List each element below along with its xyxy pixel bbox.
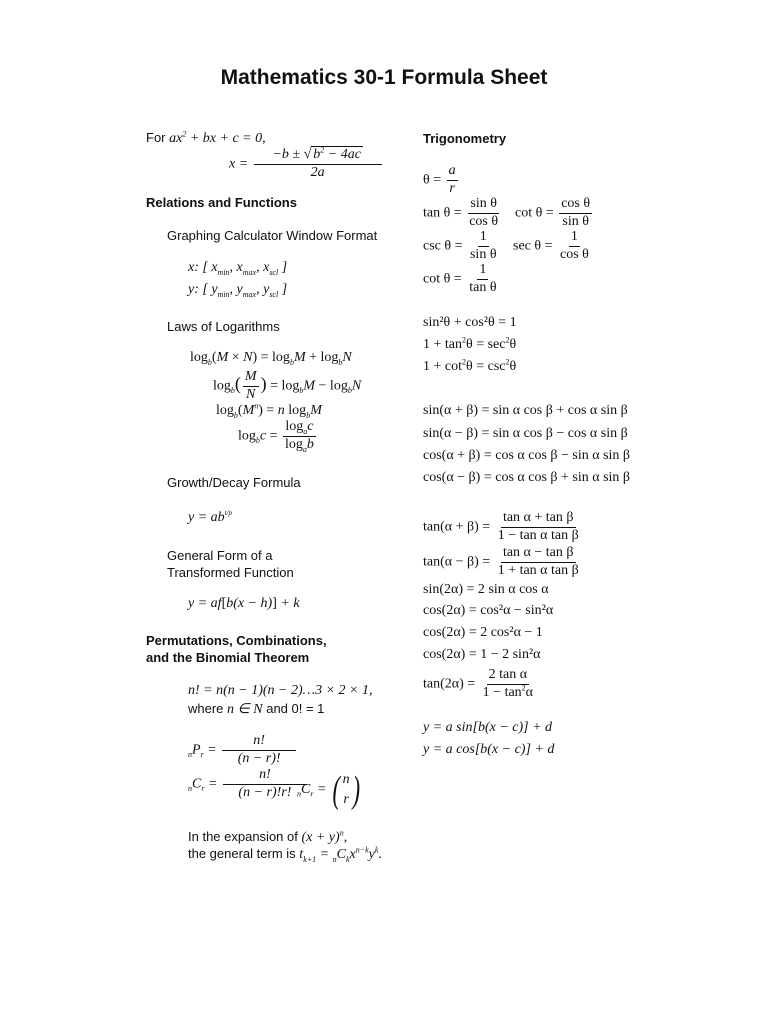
permutations-heading bbox=[146, 632, 327, 666]
log-quotient-rule: $\log_b$( $\frac{M}{N}$ ) = $\log_bM - \log_bN$ bbox=[213, 369, 362, 402]
pythagorean-identity-3: $1 + \cot^2\theta = \csc^2\theta$ bbox=[423, 357, 517, 374]
log-power-rule: $\log_b(M^n) = n$ $\log_bM$ bbox=[216, 401, 322, 420]
permutations-heading-line-2: and the Binomial Theorem bbox=[146, 650, 310, 665]
relations-heading: Relations and Functions bbox=[146, 195, 297, 210]
double-angle-tan: tan(2α) = $\frac{\text{2 tan α}}{1 - \tan^2\alpha}$ bbox=[423, 667, 534, 700]
tan-sum-identity: tan(α + β) = $\frac{\text{tan α + tan β}}{\text{1 − tan α tan β}}$ bbox=[423, 510, 579, 543]
sum-identity-cos-plus: cos(α + β) = cos α cos β − sin α sin β bbox=[423, 448, 631, 463]
permutation-formula: $_nP_r$ = $\frac{n!}{(n - r)!}$ bbox=[188, 734, 298, 766]
double-angle-cos-1: cos(2α) = cos²α − sin²α bbox=[423, 603, 554, 618]
growth-formula: $y = ab^{t/p}$ bbox=[188, 509, 233, 525]
factorial-definition: n! = n(n − 1)(n − 2)…3 × 2 × 1, bbox=[188, 683, 373, 698]
quadratic-formula: x = $\frac{-b \pm √ b^2 - 4ac}{2a}$ bbox=[229, 148, 384, 180]
binomial-general-term bbox=[188, 828, 382, 862]
pythagorean-identity-2: $1 + \tan^2\theta = \sec^2\theta$ bbox=[423, 335, 517, 352]
logs-heading: Laws of Logarithms bbox=[167, 319, 280, 334]
log-change-of-base: $\log_bc$ = $\frac{\log_ac}{\log_ab}$ bbox=[238, 419, 314, 454]
cot-identity: cot θ = $\frac{\text{cos θ}}{\text{sin θ}}$ bbox=[515, 196, 591, 229]
csc-identity: csc θ = $\frac{1}{\text{sin θ}}$ bbox=[423, 229, 497, 262]
trig-heading: Trigonometry bbox=[423, 131, 507, 146]
growth-heading: Growth/Decay Formula bbox=[167, 475, 301, 490]
log-product-rule: $\log_b(M \times N) = \log_bM + \log_bN$ bbox=[190, 350, 352, 367]
general-form-heading-line-1: General Form of a bbox=[167, 548, 273, 563]
transformed-function: y = af[b(x − h)] + k bbox=[188, 596, 300, 611]
sinusoid-sin: y = a sin[b(x − c)] + d bbox=[423, 720, 553, 735]
expansion-line-1: In the expansion of $(x + y)^n$, bbox=[188, 828, 348, 845]
general-form-heading-line-2: Transformed Function bbox=[167, 565, 294, 580]
quadratic-intro bbox=[146, 130, 266, 146]
arc-length-formula: θ = $\frac{a}{r}$ bbox=[423, 163, 456, 196]
window-x: x: [ $x_{min}$, $x_{max}$, $x_{scl}$ ] bbox=[188, 260, 288, 277]
expansion-line-2: the general term is $t_{k+1} = _nC_kx^{n-k}y^k$. bbox=[188, 845, 382, 864]
combination-formula: $_nC_r$ = $\frac{n!}{(n - r)!r!}$ bbox=[188, 768, 309, 800]
double-angle-cos-3: cos(2α) = 1 − 2 sin²α bbox=[423, 647, 541, 662]
pythagorean-identity-1: sin²θ + cos²θ = 1 bbox=[423, 315, 517, 330]
window-y: y: [ $y_{min}$, $y_{max}$, $y_{scl}$ ] bbox=[188, 282, 288, 299]
tan-difference-identity: tan(α − β) = $\frac{\text{tan α − tan β}}{\text{1 + tan α tan β}}$ bbox=[423, 545, 579, 578]
quadratic-equation: $ax^2$ + bx + c = 0, bbox=[169, 129, 266, 146]
factorial-where: where n ∈ N and 0! = 1 bbox=[188, 701, 325, 717]
cot-reciprocal-identity: cot θ = $\frac{1}{\text{tan θ}}$ bbox=[423, 262, 497, 295]
general-form-heading bbox=[167, 547, 294, 581]
window-heading: Graphing Calculator Window Format bbox=[167, 228, 378, 243]
combination-binomial-notation: $_nC_r$ = ( n r ) bbox=[297, 768, 360, 811]
for-label: For bbox=[146, 130, 166, 145]
double-angle-cos-2: cos(2α) = 2 cos²α − 1 bbox=[423, 625, 543, 640]
tan-identity: tan θ = $\frac{\text{sin θ}}{\text{cos θ}}$ bbox=[423, 196, 499, 229]
sum-identity-sin-plus: sin(α + β) = sin α cos β + cos α sin β bbox=[423, 403, 628, 418]
page-title: Mathematics 30-1 Formula Sheet bbox=[220, 66, 548, 89]
sec-identity: sec θ = $\frac{1}{\text{cos θ}}$ bbox=[513, 229, 589, 262]
double-angle-sin: sin(2α) = 2 sin α cos α bbox=[423, 582, 549, 597]
sinusoid-cos: y = a cos[b(x − c)] + d bbox=[423, 742, 555, 757]
permutations-heading-line-1: Permutations, Combinations, bbox=[146, 633, 327, 648]
sum-identity-cos-minus: cos(α − β) = cos α cos β + sin α sin β bbox=[423, 470, 631, 485]
sum-identity-sin-minus: sin(α − β) = sin α cos β − cos α sin β bbox=[423, 426, 628, 441]
